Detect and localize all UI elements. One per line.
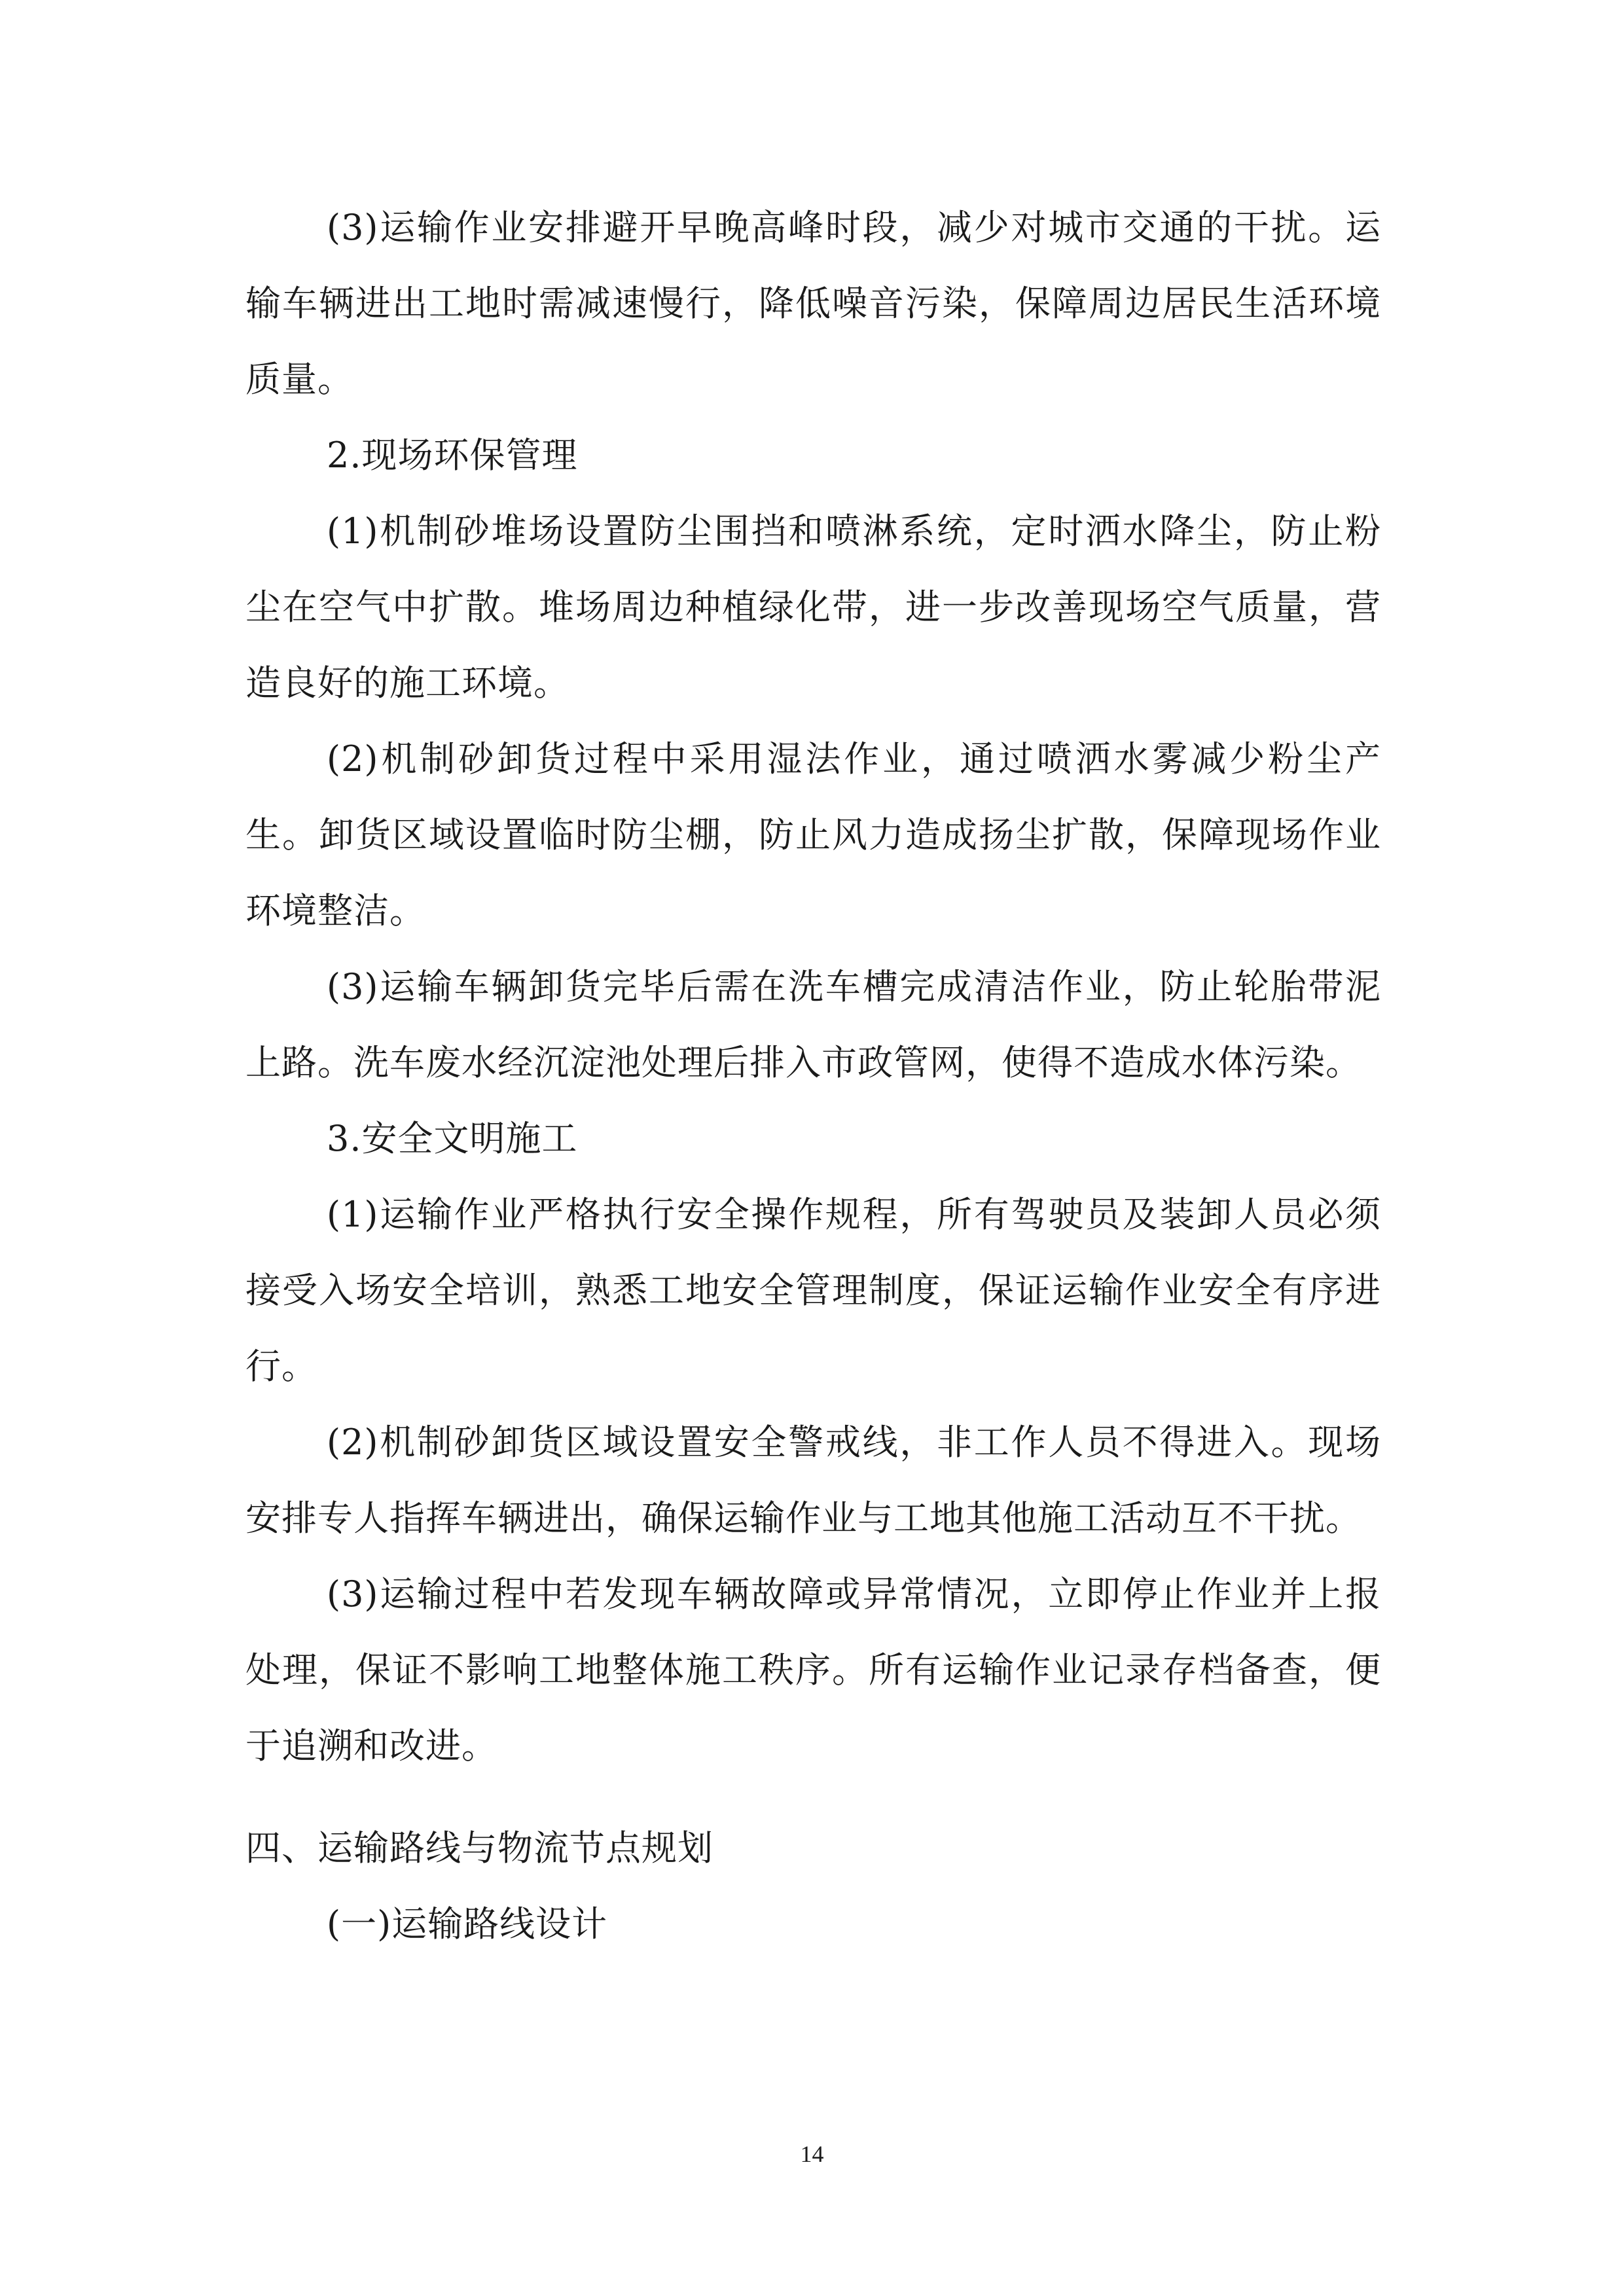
paragraph: (1)运输作业严格执行安全操作规程，所有驾驶员及装卸人员必须接受入场安全培训，熟悉工地安全管理制度，保证运输作业安全有序进行。	[245, 1194, 1381, 1387]
section-heading: 2.现场环保管理	[327, 435, 578, 476]
section-heading: 3.安全文明施工	[327, 1118, 578, 1159]
paragraph: (1)机制砂堆场设置防尘围挡和喷淋系统，定时洒水降尘，防止粉尘在空气中扩散。堆场周边种植绿化带，进一步改善现场空气质量，营造良好的施工环境。	[245, 511, 1381, 704]
chapter-heading: 四、运输路线与物流节点规划	[245, 1827, 713, 1869]
paragraph: (3)运输过程中若发现车辆故障或异常情况，立即停止作业并上报处理，保证不影响工地整体施工秩序。所有运输作业记录存档备查，便于追溯和改进。	[245, 1573, 1381, 1767]
page-number: 14	[800, 2141, 824, 2167]
paragraph: (2)机制砂卸货过程中采用湿法作业，通过喷洒水雾减少粉尘产生。卸货区域设置临时防尘棚，防止风力造成扬尘扩散，保障现场作业环境整洁。	[245, 738, 1381, 931]
paragraph: (2)机制砂卸货区域设置安全警戒线，非工作人员不得进入。现场安排专人指挥车辆进出，确保运输作业与工地其他施工活动互不干扰。	[245, 1422, 1381, 1539]
paragraph: (3)运输作业安排避开早晚高峰时段，减少对城市交通的干扰。运输车辆进出工地时需减速慢行，降低噪音污染，保障周边居民生活环境质量。	[245, 207, 1381, 400]
paragraph: (3)运输车辆卸货完毕后需在洗车槽完成清洁作业，防止轮胎带泥上路。洗车废水经沉淀池处理后排入市政管网，使得不造成水体污染。	[245, 966, 1381, 1083]
subsection-heading: (一)运输路线设计	[327, 1903, 608, 1945]
page-body	[245, 190, 1381, 1962]
